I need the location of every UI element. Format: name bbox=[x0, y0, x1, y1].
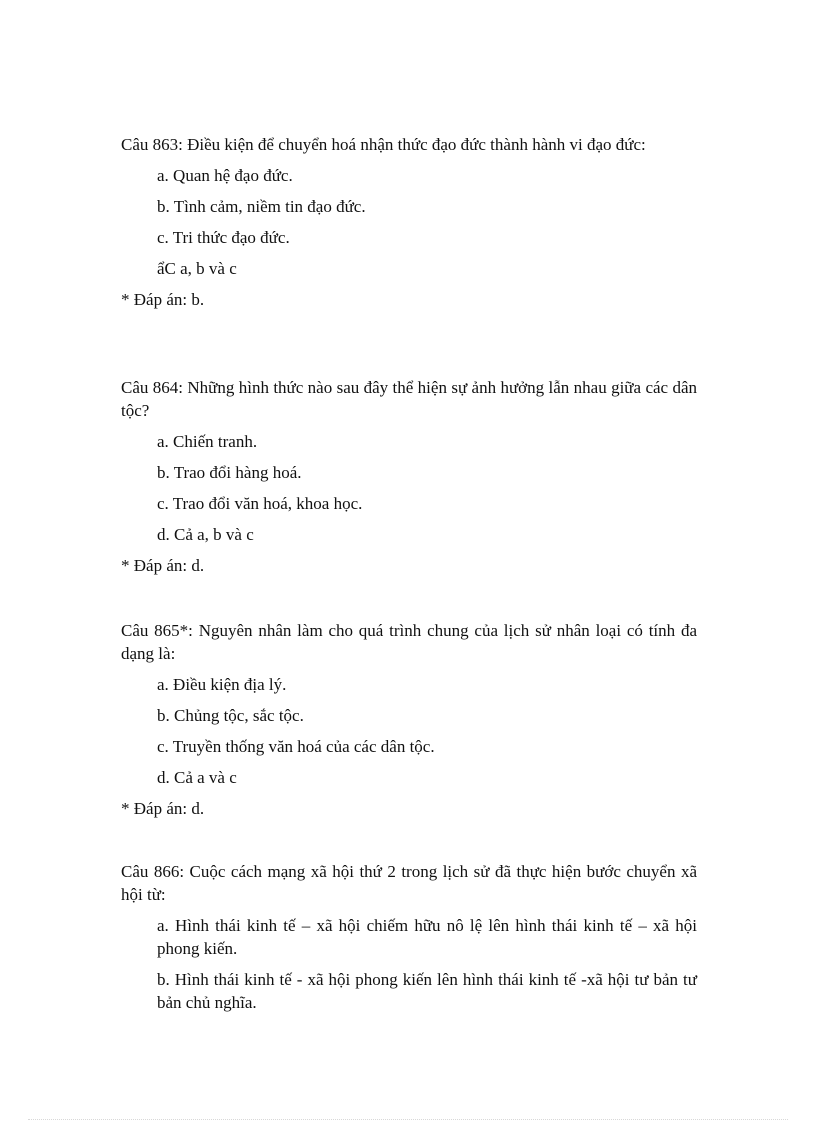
question-865 bbox=[121, 619, 697, 820]
option-d: d. Cả a và c bbox=[157, 768, 237, 787]
question-stem: Câu 866: Cuộc cách mạng xã hội thứ 2 trong lịch sử đã thực hiện bước chuyển xã hội từ: bbox=[121, 862, 697, 904]
option-a: a. Hình thái kinh tế – xã hội chiếm hữu nô lệ lên hình thái kinh tế – xã hội phong kiến. bbox=[157, 916, 697, 958]
option-b: b. Hình thái kinh tế - xã hội phong kiến lên hình thái kinh tế -xã hội tư bản tư bản chủ nghĩa. bbox=[157, 970, 697, 1012]
option-c: c. Trao đổi văn hoá, khoa học. bbox=[157, 494, 363, 513]
option-d: ẩC a, b và c bbox=[157, 259, 237, 278]
option-b: b. Tình cảm, niềm tin đạo đức. bbox=[157, 197, 366, 216]
answer-line: * Đáp án: d. bbox=[121, 799, 205, 818]
option-b: b. Trao đổi hàng hoá. bbox=[157, 463, 302, 482]
question-stem: Câu 865*: Nguyên nhân làm cho quá trình chung của lịch sử nhân loại có tính đa dạng là: bbox=[121, 621, 697, 663]
page-bottom-divider bbox=[28, 1119, 788, 1120]
question-863 bbox=[121, 133, 697, 311]
answer-line: * Đáp án: b. bbox=[121, 290, 205, 309]
question-864 bbox=[121, 376, 697, 577]
option-a: a. Chiến tranh. bbox=[157, 432, 258, 451]
option-d: d. Cả a, b và c bbox=[157, 525, 254, 544]
option-a: a. Quan hệ đạo đức. bbox=[157, 166, 293, 185]
question-stem: Câu 863: Điều kiện để chuyển hoá nhận thức đạo đức thành hành vi đạo đức: bbox=[121, 135, 646, 154]
question-866 bbox=[121, 860, 697, 1014]
question-stem: Câu 864: Những hình thức nào sau đây thể hiện sự ảnh hưởng lẫn nhau giữa các dân tộc? bbox=[121, 378, 697, 420]
answer-line: * Đáp án: d. bbox=[121, 556, 205, 575]
option-a: a. Điều kiện địa lý. bbox=[157, 675, 287, 694]
option-b: b. Chủng tộc, sắc tộc. bbox=[157, 706, 304, 725]
option-c: c. Truyền thống văn hoá của các dân tộc. bbox=[157, 737, 435, 756]
option-c: c. Tri thức đạo đức. bbox=[157, 228, 290, 247]
